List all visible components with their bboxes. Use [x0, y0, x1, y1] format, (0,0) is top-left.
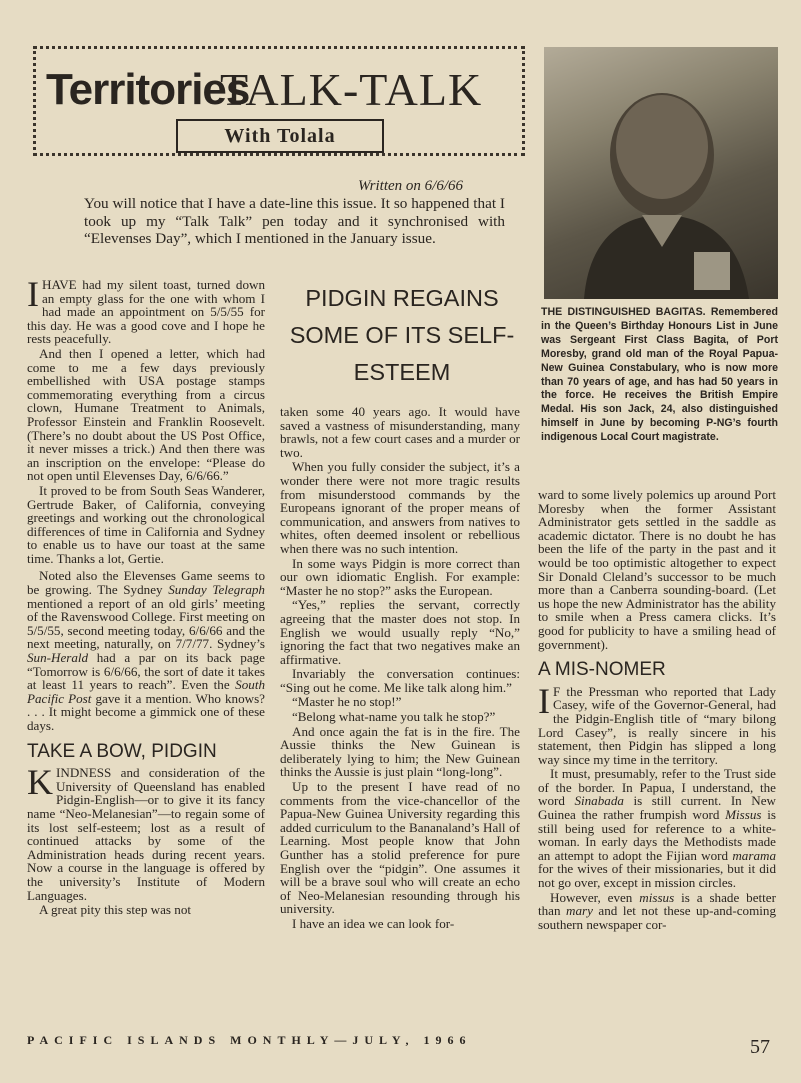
col1-para-5-text: INDNESS and consideration of the University of Queensland has enabled Pidgin-English—or to give it its fancy name “Neo-Melanesian”—to regain some of its lost self-esteem; lost as a result of continued attacks by some of the Administration heads during recent years. Now a course in the language is offered by the university’s Institute of Modern Languages. [27, 765, 265, 903]
col3-para-2 [538, 680, 776, 767]
dateline: Written on 6/6/66 [358, 178, 463, 194]
col1-para-4-text-d: gave it a mention. Who knows? . . . It might become a gimmick one of these days. [27, 690, 265, 733]
col2-para-5: Invariably the conversation continues: “Sing out he come. Me like talk along him.” [280, 666, 520, 695]
col3-para-2-text: F the Pressman who reported that Lady Casey, wife of the Governor-General, had the Pidgin-English title of “mary bilong Lord Casey”, is really sincere in his statement, then Pidgin has slipped a long way since my time in the territory. [538, 683, 776, 767]
col3-para-4-text-b: is a shade better than [538, 889, 776, 919]
col2-para-10: I have an idea we can look for- [292, 915, 455, 931]
col1-para-6: A great pity this step was not [39, 902, 192, 918]
page-number: 57 [750, 1036, 770, 1058]
col1-para-4-italic-2: Sun-Herald [27, 650, 89, 666]
col1-para-4-text-b: mentioned a report of an old girls’ meeting of the Ravenswood College. First meeting on 5/5/55, second meeting today, 6/6/66 and the next meeting, naturally, on 7/7/77. Sydney’s [27, 595, 265, 652]
col3-para-1: ward to some lively polemics up around Port Moresby when the former Assistant Administrator gets settled in the saddle as academic dictator. There is no doubt he has been the life of the party in the past and it would be too optimistic altogether to expect Sir Donald Cleland’s successor to be much more than a Canberra sounding-board. (Let us hope the new Administrator has the ability to smile when a Press camera clicks. It’s good for publicity to have a smiling head of government). [538, 487, 776, 652]
masthead-byline-box [176, 119, 384, 153]
col3-para-3-text-b: is still current. In New Guinea the rather frumpish word [538, 793, 776, 823]
col2-para-8: And once again the fat is in the fire. The Aussie thinks the New Guinean is deliberately lying to him; the New Guinean thinks the Aussie is just plain “long-long”. [280, 723, 520, 780]
col2-para-1: taken some 40 years ago. It would have saved a vastness of misunderstanding, many brawls, not a few court cases and a murder or two. [280, 404, 520, 460]
col2-para-3: In some ways Pidgin is more correct than our own idiomatic English. For example: “Master he no stop?” asks the European. [280, 555, 520, 598]
col1-para-1 [27, 274, 265, 347]
section-heading-mis-nomer: A MIS-NOMER [538, 659, 666, 681]
col2-para-4: “Yes,” replies the servant, correctly agreeing that the master does not stop. In English we would usually reply “No,” ignoring the fact that two negatives make an affirmative. [280, 597, 520, 667]
col2-para-9: Up to the present I have read of no comments from the vice-chancellor of the Papua-New Guinea University regarding this added curriculum to the Bananaland’s Hall of Learning. Most people know that John Gunther has a stolid preference for pure English over the “pidgin”. One assumes it will be a brave soul who will create an echo of Neo-Melanesian resounding through his university. [280, 779, 520, 917]
col1-para-4-text-a: Noted also the Elevenses Game seems to be growing. The Sydney [27, 568, 265, 598]
col1-para-4 [27, 569, 265, 732]
column-3 [538, 488, 776, 932]
col3-para-4-italic-1: missus [639, 889, 675, 905]
col1-para-1-text: HAVE had my silent toast, turned down an empty glass for the one with whom I had made an appointment on 5/5/55 for this day. He was a good cove and I hope he rests peacefully. [27, 277, 265, 347]
photo-caption: THE DISTINGUISHED BAGITAS. Remembered in the Queen’s Birthday Honours List in June was Sergeant First Class Bagita, of Port Moresby, grand old man of the Royal Papua-New Guinea Constabulary, who is now more than 70 years of age, and has had 50 years in the force. He receives the British Empire Medal. His son Jack, 24, also distinguished himself in June by becoming P-NG’s fourth indigenous Local Court magistrate. [541, 306, 778, 444]
col2-para-2: When you fully consider the subject, it’s a wonder there were not more tragic results from misunderstood commands by the Europeans ignorant of the proper means of communication, and answers from natives to whites, often deemed insolent or rebellious when there was no such intention. [280, 459, 520, 556]
portrait-photo [544, 47, 778, 299]
col3-para-3-italic-1: Sinabada [574, 793, 624, 809]
masthead-byline: With Tolala [224, 125, 336, 147]
article-headline: PIDGIN REGAINS SOME OF ITS SELF-ESTEEM [289, 285, 515, 385]
col1-para-2: And then I opened a letter, which had come to me a few days previously embellished with USA postage stamps commemorating everything from a circus clown, Humane Treatment to Animals, Professor Einstein and Franklin Roosevelt. (There’s no doubt about the US Post Office, it never misses a trick.) And then there was an inscription on the envelope: “Please do not open until Elevenses Day, 6/6/66.” [27, 345, 265, 484]
masthead [33, 46, 525, 156]
col3-para-3-text-c: is still being used for reference to a white-woman. In early days the Methodists made an attempt to adopt the Fijian word [538, 807, 776, 863]
col3-para-4 [538, 891, 776, 932]
col3-para-4-italic-2: mary [566, 903, 593, 919]
col3-para-3-italic-2: Missus [725, 807, 762, 823]
col1-para-4-italic-3: South Pacific Post [27, 677, 265, 706]
col3-para-3-text-a: It must, presumably, refer to the Trust side of the border. In Papua, I understand, the word [538, 766, 776, 809]
col3-para-3-text-d: for the wives of their missionaries, but it did not go over, except in mission circles. [538, 861, 776, 891]
masthead-title-left: Territories [46, 65, 250, 114]
col3-para-4-text-c: and let not these up-and-coming southern newspaper cor- [538, 903, 776, 932]
col1-para-3: It proved to be from South Seas Wanderer, Gertrude Baker, of California, conveying greetings and working out the chronological differences of time in California and Sydney to enable us to have our toast at the same time. Thanks a lot, Gertie. [27, 482, 265, 566]
masthead-title-right: TALK-TALK [220, 64, 483, 115]
dropcap: I [27, 274, 39, 314]
col3-para-3-italic-3: marama [732, 847, 776, 863]
column-2 [280, 405, 520, 932]
col3-para-3 [538, 767, 776, 889]
col3-para-4-text-a: However, even [550, 889, 640, 905]
col1-para-5 [27, 762, 265, 903]
dropcap: I [538, 680, 550, 721]
section-heading-take-a-bow: TAKE A BOW, PIDGIN [27, 740, 217, 762]
dropcap: K [27, 762, 53, 803]
intro-paragraph: You will notice that I have a date-line this issue. It so happened that I took up my “Talk Talk” pen today and it synchronised with “Elevenses Day”, which I mentioned in the January issue. [84, 195, 505, 248]
col1-para-4-italic-1: Sunday Telegraph [168, 582, 265, 598]
footer-publication: PACIFIC ISLANDS MONTHLY—JULY, 1966 [27, 1033, 472, 1047]
column-1 [27, 274, 265, 918]
col2-para-7: “Belong what-name you talk he stop?” [292, 709, 496, 725]
col2-para-6: “Master he no stop!” [292, 694, 402, 710]
col1-para-4-text-c: had a par on its back page “Tomorrow is 6/6/66, the sort of date it takes at least 11 years to reach”. Even the [27, 650, 265, 693]
portrait-silhouette [544, 47, 778, 299]
